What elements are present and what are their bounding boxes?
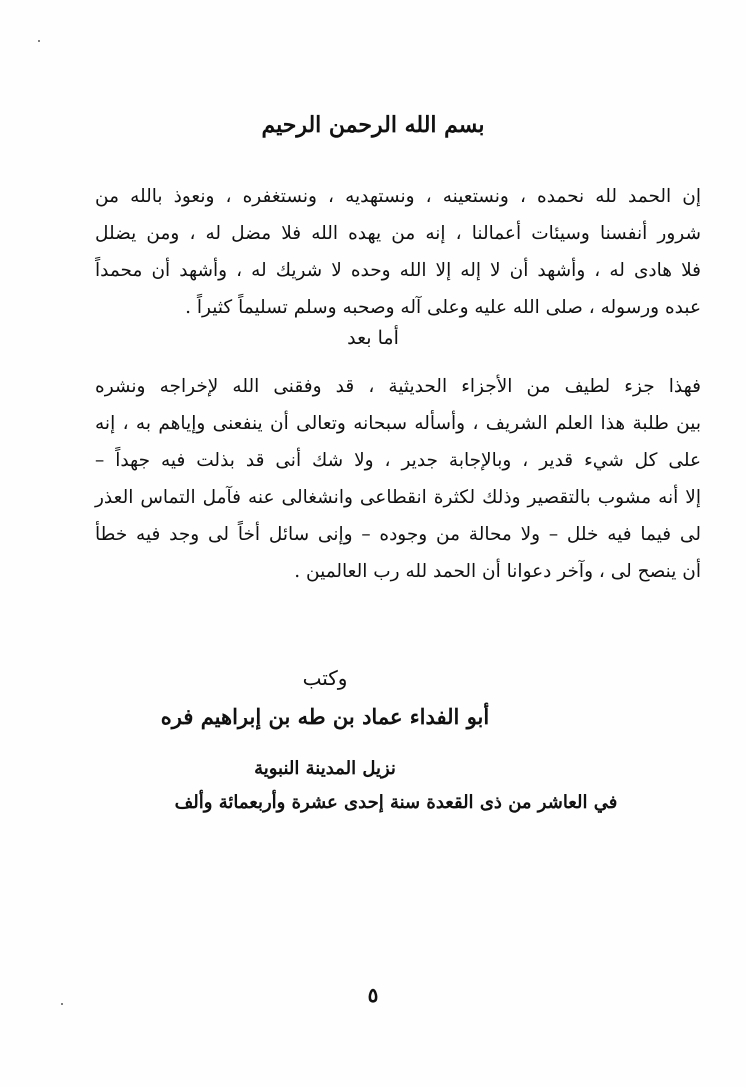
intro-line: إن الحمد لله نحمده ، ونستعينه ، ونستهديه ، ونستغفره ، ونعوذ بالله من (95, 186, 701, 207)
author-residence: نزيل المدينة النبوية (254, 758, 396, 779)
page-number: ٥ (367, 983, 379, 1007)
author-name: أبو الفداء عماد بن طه بن إبراهيم فره (160, 704, 490, 729)
body-line: إلا أنه مشوب بالتقصير وذلك لكثرة انقطاعى وانشغالى عنه فآمل التماس العذر (95, 487, 701, 508)
scan-speck (61, 1003, 63, 1005)
body-line: على كل شيء قدير ، وبالإجابة جدير ، ولا شك أنى قد بذلت فيه جهداً – (95, 450, 701, 471)
amma-baad-heading: أما بعد (347, 327, 399, 349)
intro-line: شرور أنفسنا وسيئات أعمالنا ، إنه من يهده الله فلا مضل له ، ومن يضلل (95, 223, 701, 244)
body-paragraph (95, 368, 701, 590)
intro-line: عبده ورسوله ، صلى الله عليه وعلى آله وصحبه وسلم تسليماً كثيراً . (185, 297, 701, 318)
intro-line: فلا هادى له ، وأشهد أن لا إله إلا الله وحده لا شريك له ، وأشهد أن محمداً (95, 260, 701, 281)
scan-speck (38, 40, 40, 42)
body-line: بين طلبة هذا العلم الشريف ، وأسأله سبحانه وتعالى أن ينفعنى وإياهم به ، إنه (95, 413, 701, 434)
signature-wrote: وكتب (302, 666, 348, 690)
signature-date: في العاشر من ذى القعدة سنة إحدى عشرة وأربعمائة وألف (174, 792, 618, 813)
body-line: فهذا جزء لطيف من الأجزاء الحديثية ، قد وفقنى الله لإخراجه ونشره (95, 376, 701, 397)
basmala-heading: بسم الله الرحمن الرحيم (261, 112, 485, 138)
body-line: لى فيما فيه خلل – ولا محالة من وجوده – وإنى سائل أخاً لى وجد فيه خطأ (95, 524, 701, 545)
body-line: أن ينصح لى ، وآخر دعوانا أن الحمد لله رب العالمين . (294, 561, 701, 582)
intro-paragraph (95, 178, 701, 326)
